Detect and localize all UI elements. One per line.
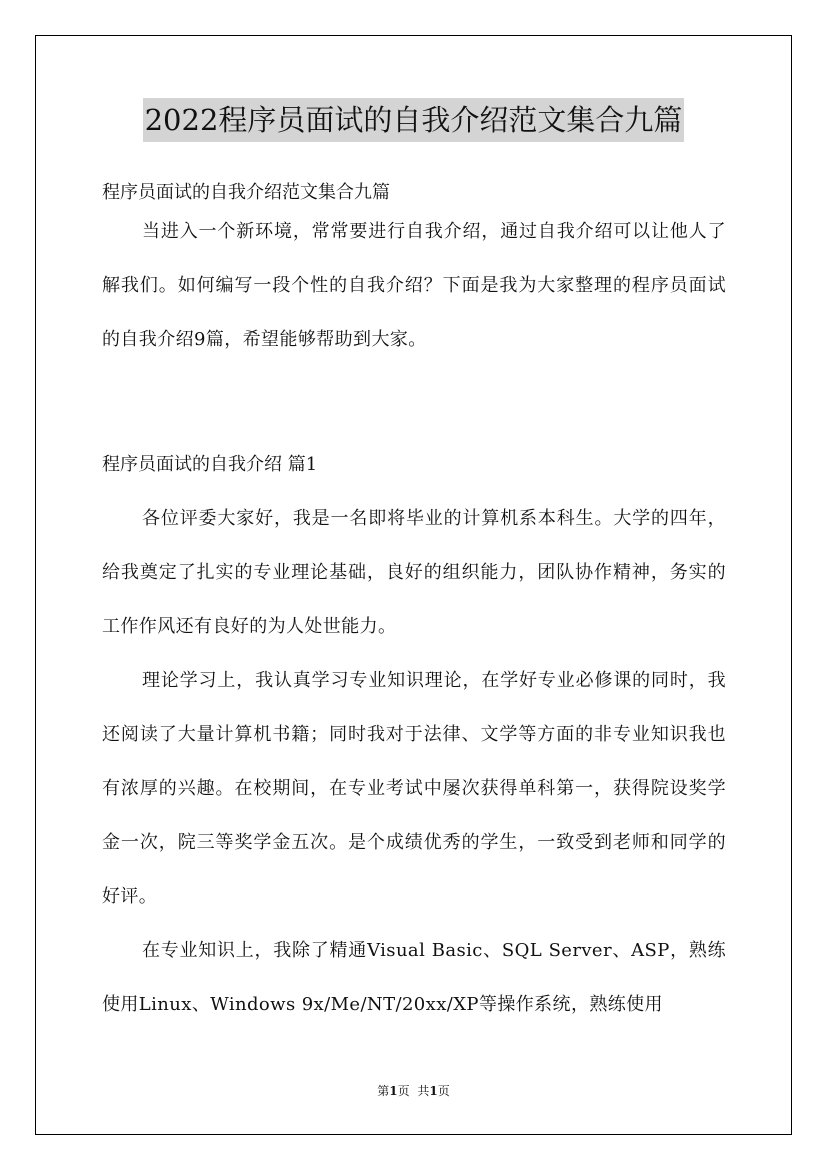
footer-total-prefix: 共 xyxy=(417,1084,430,1098)
section-1-paragraph-3: 在专业知识上，我除了精通Visual Basic、SQL Server、ASP，熟练使用Linux、Windows 9x/Me/NT/20xx/XP等操作系统，熟练使用 xyxy=(102,940,726,1015)
footer-total-pages: 1 xyxy=(429,1084,438,1098)
section-1-paragraph-2: 理论学习上，我认真学习专业知识理论，在学好专业必修课的同时，我还阅读了大量计算机书籍；同时我对于法律、文学等方面的非专业知识我也有浓厚的兴趣。在校期间，在专业考试中屡次获得单科第一，获得院设奖学金一次，院三等奖学金五次。是个成绩优秀的学生，一致受到老师和同学的好评。 xyxy=(102,670,726,907)
footer-page-suffix: 页 xyxy=(397,1084,410,1098)
section-1-heading: 程序员面试的自我介绍 篇1 xyxy=(102,454,318,475)
document-title: 2022程序员面试的自我介绍范文集合九篇 xyxy=(143,98,685,142)
footer-page-prefix: 第 xyxy=(377,1084,390,1098)
intro-paragraph: 当进入一个新环境，常常要进行自我介绍，通过自我介绍可以让他人了解我们。如何编写一段个性的自我介绍？下面是我为大家整理的程序员面试的自我介绍9篇，希望能够帮助到大家。 xyxy=(102,221,726,350)
title-container xyxy=(0,98,827,142)
footer-total-suffix: 页 xyxy=(437,1084,450,1098)
page-footer xyxy=(0,1082,827,1100)
footer-page-number: 1 xyxy=(389,1084,398,1098)
section-1-paragraph-1: 各位评委大家好，我是一名即将毕业的计算机系本科生。大学的四年，给我奠定了扎实的专业理论基础，良好的组织能力，团队协作精神，务实的工作作风还有良好的为人处世能力。 xyxy=(102,508,726,637)
document-subtitle: 程序员面试的自我介绍范文集合九篇 xyxy=(102,182,390,203)
